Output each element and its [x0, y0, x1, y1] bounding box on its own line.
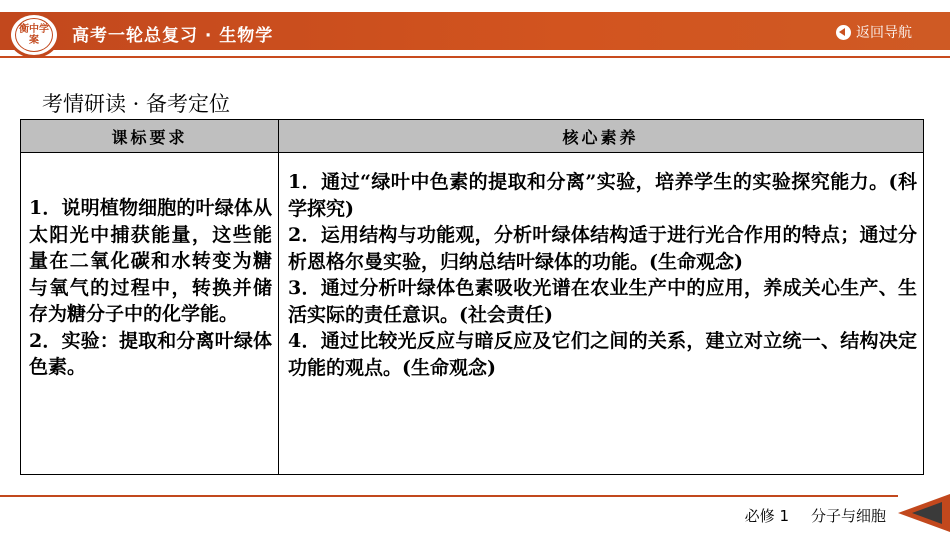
- back-arrow-icon: [836, 25, 851, 40]
- logo-text: 衡中学案: [15, 18, 53, 52]
- curriculum-item: 2．实验：提取和分离叶绿体色素。: [29, 329, 272, 378]
- core-literacy-cell: [280, 153, 923, 474]
- curriculum-item: 1．说明植物细胞的叶绿体从太阳光中捕获能量，这些能量在二氧化碳和水转变为糖与氧气的过程中，转换并储存为糖分子中的化学能。: [29, 197, 272, 325]
- literacy-item: 4．通过比较光反应与暗反应及它们之间的关系，建立对立统一、结构决定功能的观点。(生命观念): [288, 330, 917, 379]
- back-to-navigation-label: 返回导航: [856, 25, 912, 41]
- column-header-core-literacy: 核心素养: [562, 128, 639, 147]
- back-to-navigation-button[interactable]: [836, 22, 912, 42]
- section-heading: 考情研读 · 备考定位: [42, 92, 231, 116]
- header-divider: [0, 56, 950, 58]
- literacy-item: 2．运用结构与功能观，分析叶绿体结构适于进行光合作用的特点；通过分析恩格尔曼实验，归纳总结叶绿体的功能。(生命观念): [288, 224, 917, 273]
- footer-chapter: 分子与细胞: [810, 507, 886, 525]
- literacy-item: 3．通过分析叶绿体色素吸收光谱在农业生产中的应用，养成关心生产、生活实际的责任意识。(社会责任): [288, 277, 917, 326]
- footer-label: [745, 505, 886, 526]
- header: [0, 0, 950, 62]
- course-title: 高考一轮总复习 · 生物学: [72, 26, 274, 46]
- requirements-table: [20, 119, 924, 475]
- column-header-curriculum: 课标要求: [21, 120, 279, 153]
- school-logo: [8, 12, 60, 58]
- table-header: [21, 120, 923, 153]
- footer-book: 必修 1: [744, 507, 789, 525]
- footer-divider: [0, 495, 898, 497]
- curriculum-requirements-cell: [21, 153, 279, 474]
- literacy-item: 1．通过“绿叶中色素的提取和分离”实验，培养学生的实验探究能力。(科学探究): [288, 171, 917, 220]
- next-page-arrow-icon[interactable]: [898, 494, 950, 532]
